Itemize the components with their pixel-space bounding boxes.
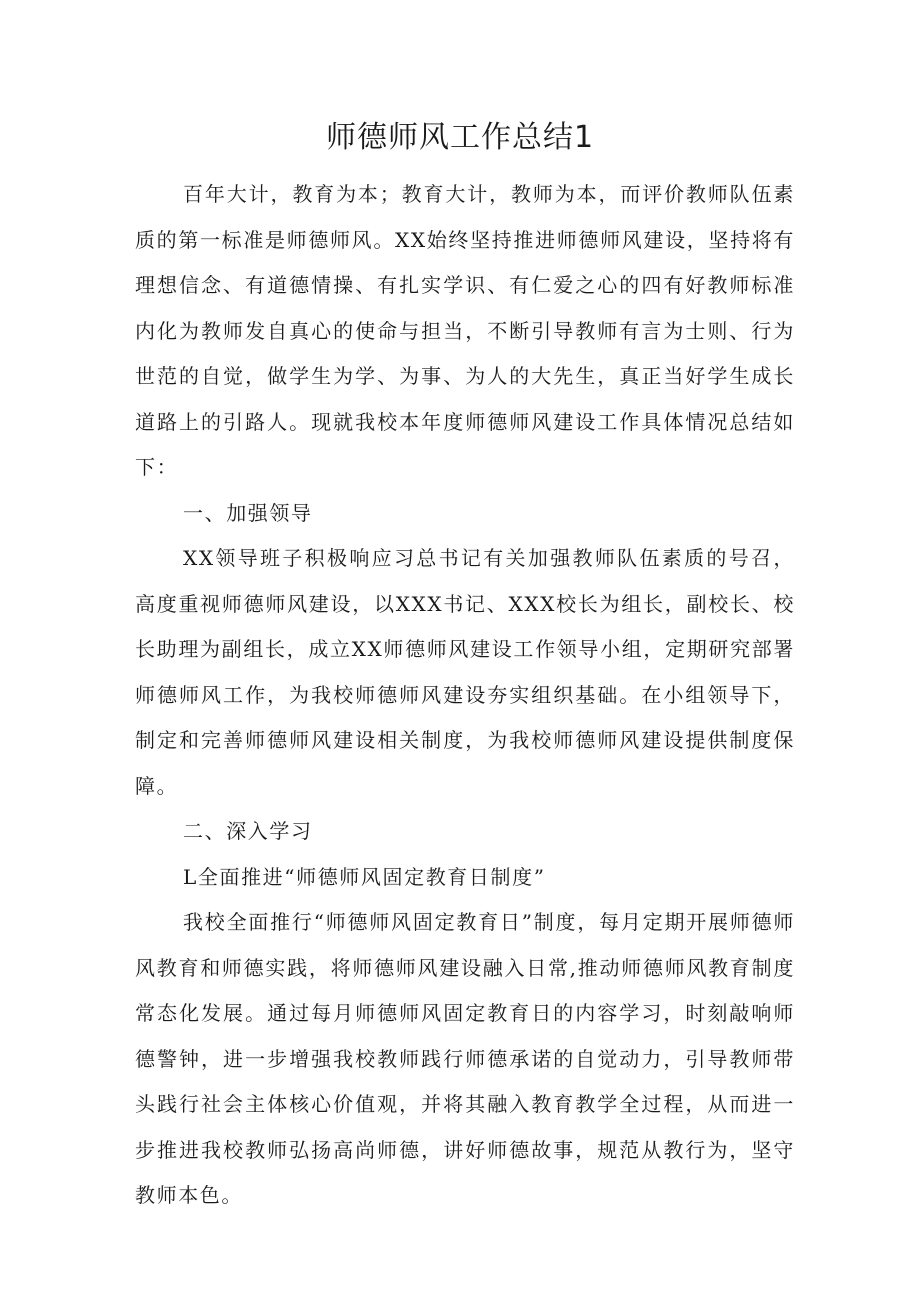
paragraph-intro: 百年大计，教育为本；教育大计，教师为本，而评价教师队伍素质的第一标准是师德师风。XX始终坚持推进师德师风建设，坚持将有理想信念、有道德情操、有扎实学识、有仁爱之心的四有好教师标准内化为教师发自真心的使命与担当，不断引导教师有言为士则、行为世范的自觉，做学生为学、为事、为人的大先生，真正当好学生成长道路上的引路人。现就我校本年度师德师风建设工作具体情况总结如下： [135, 182, 795, 479]
section-heading-study: 二、深入学习 [183, 819, 313, 843]
subsection-heading-education-day: L全面推进“师德师风固定教育日制度” [183, 864, 546, 889]
paragraph-leadership: XX领导班子积极响应习总书记有关加强教师队伍素质的号召，高度重视师德师风建设，以XXX书记、XXX校长为组长，副校长、校长助理为副组长，成立XX师德师风建设工作领导小组，定期研究部署师德师风工作，为我校师德师风建设夯实组织基础。在小组领导下，制定和完善师德师风建设相关制度，为我校师德师风建设提供制度保障。 [135, 546, 795, 798]
document-body [135, 172, 795, 1219]
paragraph-education-day: 我校全面推行“师德师风固定教育日”制度，每月定期开展师德师风教育和师德实践，将师德师风建设融入日常,推动师德师风教育制度常态化发展。通过每月师德师风固定教育日的内容学习，时刻敲响师德警钟，进一步增强我校教师践行师德承诺的自觉动力，引导教师带头践行社会主体核心价值观，并将其融入教育教学全过程，从而进一步推进我校教师弘扬高尚师德，讲好师德故事，规范从教行为，坚守教师本色。 [135, 910, 795, 1207]
section-heading-leadership: 一、加强领导 [183, 500, 313, 525]
document-title: 师德师风工作总结1 [325, 120, 595, 155]
